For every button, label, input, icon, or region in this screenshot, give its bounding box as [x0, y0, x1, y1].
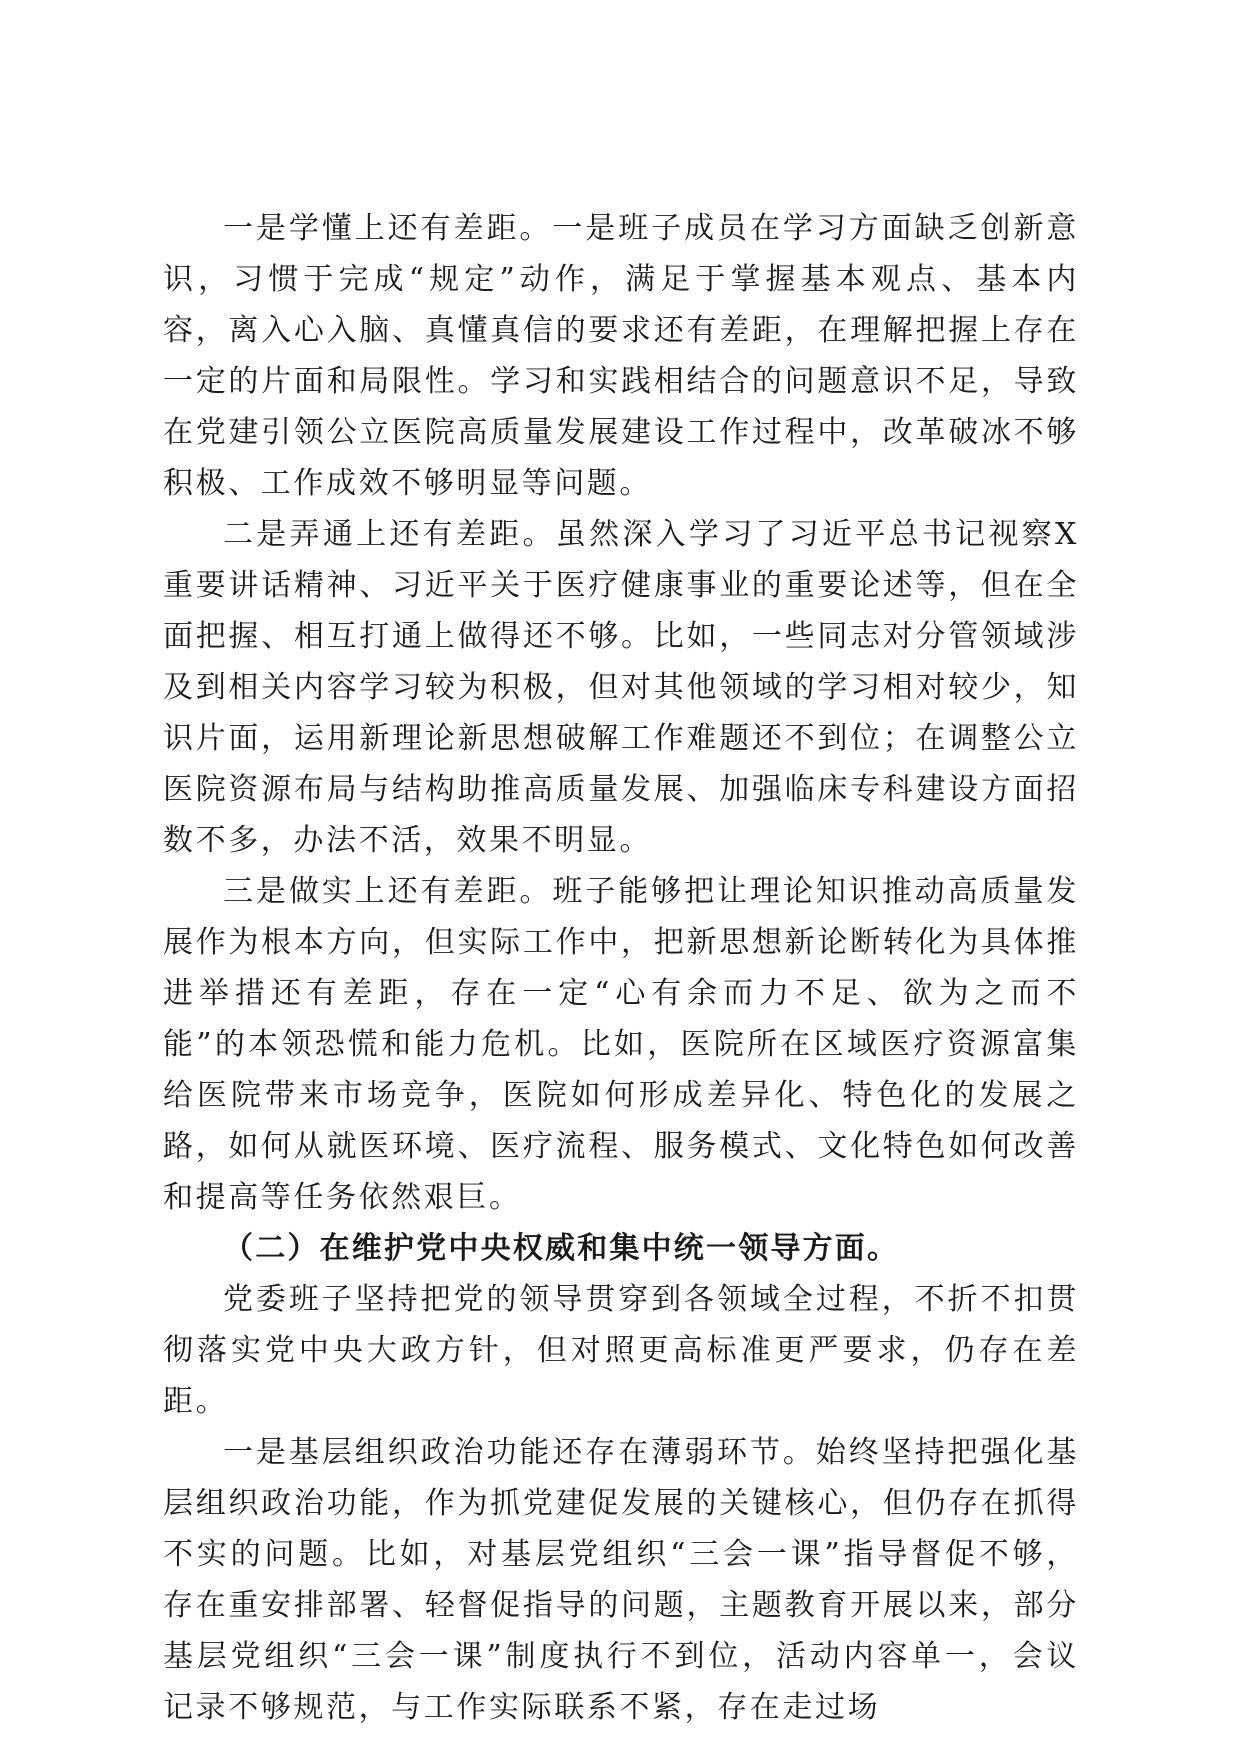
paragraph-practice-gap: 三是做实上还有差距。班子能够把让理论知识推动高质量发展作为根本方向，但实际工作中，把新思想新论断转化为具体推进举措还有差距，存在一定“心有余而力不足、欲为之而不能”的本领恐慌和能力危机。比如，医院所在区域医疗资源富集给医院带来市场竞争，医院如何形成差异化、特色化的发展之路，如何从就医环境、医疗流程、服务模式、文化特色如何改善和提高等任务依然艰巨。 — [163, 874, 1079, 1215]
paragraph-study-gap: 一是学懂上还有差距。一是班子成员在学习方面缺乏创新意识，习惯于完成“规定”动作，满足于掌握基本观点、基本内容，离入心入脑、真懂真信的要求还有差距，在理解把握上存在一定的片面和局限性。学习和实践相结合的问题意识不足，导致在党建引领公立医院高质量发展建设工作过程中，改革破冰不够积极、工作成效不够明显等问题。 — [163, 211, 1079, 501]
document-page — [163, 203, 1079, 1733]
paragraph-grassroots-gap: 一是基层组织政治功能还存在薄弱环节。始终坚持把强化基层组织政治功能，作为抓党建促发展的关键核心，但仍存在抓得不实的问题。比如，对基层党组织“三会一课”指导督促不够，存在重安排部署、轻督促指导的问题，主题教育开展以来，部分基层党组织“三会一课”制度执行不到位，活动内容单一，会议记录不够规范，与工作实际联系不紧，存在走过场 — [163, 1435, 1079, 1725]
section-heading: （二）在维护党中央权威和集中统一领导方面。 — [223, 1231, 900, 1266]
paragraph-leadership-intro: 党委班子坚持把党的领导贯穿到各领域全过程，不折不扣贯彻落实党中央大政方针，但对照更高标准更严要求，仍存在差距。 — [163, 1282, 1079, 1419]
paragraph-understanding-gap: 二是弄通上还有差距。虽然深入学习了习近平总书记视察X重要讲话精神、习近平关于医疗健康事业的重要论述等，但在全面把握、相互打通上做得还不够。比如，一些同志对分管领域涉及到相关内容学习较为积极，但对其他领域的学习相对较少，知识片面，运用新理论新思想破解工作难题还不到位；在调整公立医院资源布局与结构助推高质量发展、加强临床专科建设方面招数不多，办法不活，效果不明显。 — [163, 517, 1079, 858]
